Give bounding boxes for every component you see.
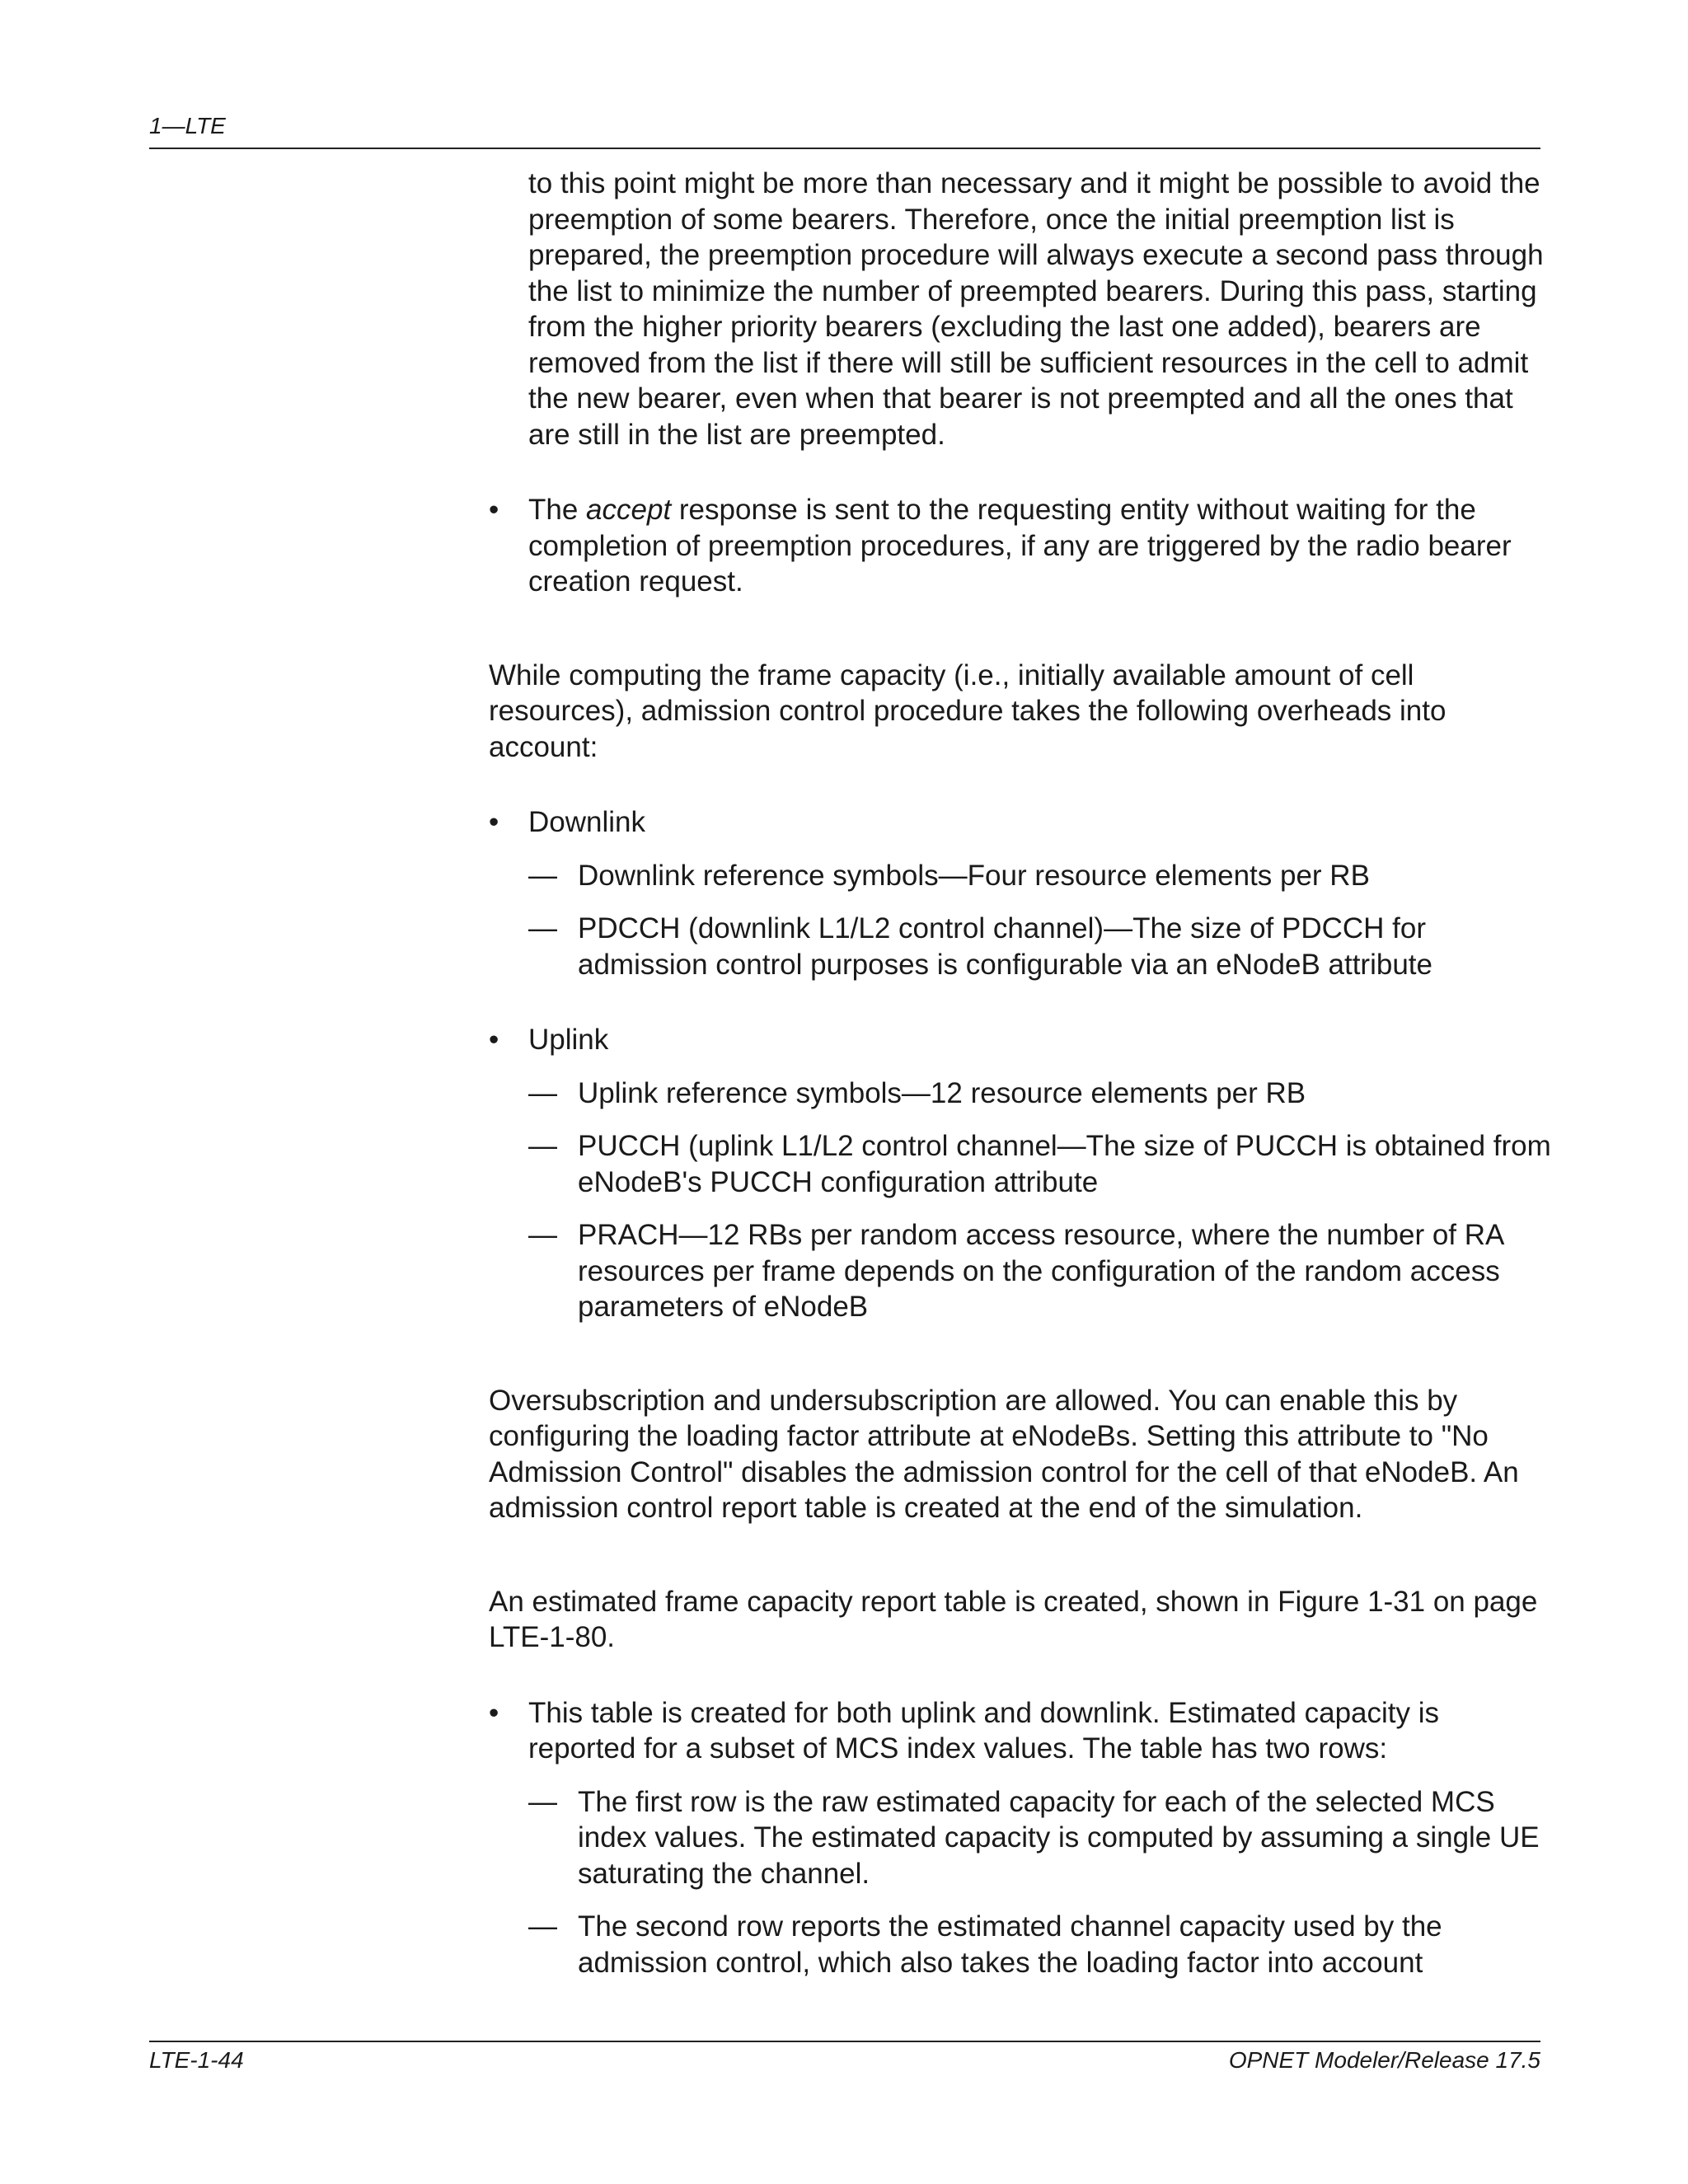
dash-marker: —	[528, 1076, 557, 1109]
bullet-marker: •	[489, 1024, 499, 1056]
accept-term: accept	[586, 494, 672, 526]
paragraph-frame-capacity: While computing the frame capacity (i.e., initially available amount of cell resources), admission control procedure takes the following overheads into account:	[489, 658, 1447, 763]
list-item-uplink	[489, 1022, 1552, 1058]
sublist-item	[489, 1784, 1552, 1892]
header-rule	[149, 148, 1540, 149]
page-body	[489, 166, 1552, 1980]
uplink-label: Uplink	[528, 1024, 609, 1056]
list-item-accept	[489, 492, 1552, 600]
sublist-item	[489, 1217, 1552, 1325]
bullet-marker: •	[489, 806, 499, 838]
table-bullet-text: This table is created for both uplink and downlink. Estimated capacity is reported for a subset of MCS index values. The table has two rows:	[528, 1696, 1440, 1765]
bullet-marker: •	[489, 1696, 499, 1729]
sublist-text: The second row reports the estimated channel capacity used by the admission control, which also takes the loading factor into account	[578, 1910, 1442, 1979]
product-release: OPNET Modeler/Release 17.5	[1228, 2047, 1540, 2073]
dash-marker: —	[528, 1910, 557, 1943]
running-header: 1—LTE	[149, 113, 226, 138]
dash-marker: —	[528, 912, 557, 944]
sublist-item	[489, 911, 1552, 982]
list-item-downlink	[489, 804, 1552, 841]
sublist-text: PUCCH (uplink L1/L2 control channel—The size of PUCCH is obtained from eNodeB's PUCCH configuration attribute	[578, 1130, 1551, 1198]
paragraph-oversubscription: Oversubscription and undersubscription are allowed. You can enable this by configuring the loading factor attribute at eNodeBs. Setting this attribute to "No Admission Control" disables the admission control for the cell of that eNodeB. An admission control report table is created at the end of the simulation.	[489, 1384, 1519, 1524]
sublist-text: Downlink reference symbols—Four resource elements per RB	[578, 859, 1370, 892]
sublist-text: PRACH—12 RBs per random access resource, where the number of RA resources per frame depends on the configuration of the random access parameters of eNodeB	[578, 1219, 1503, 1323]
bullet-marker: •	[489, 494, 499, 526]
dash-marker: —	[528, 859, 557, 892]
dash-marker: —	[528, 1785, 557, 1818]
sublist-text: The first row is the raw estimated capacity for each of the selected MCS index values. The estimated capacity is computed by assuming a single UE saturating the channel.	[578, 1785, 1540, 1890]
accept-text: The accept response is sent to the requesting entity without waiting for the completion of preemption procedures, if any are triggered by the radio bearer creation request.	[528, 494, 1512, 598]
continued-paragraph: to this point might be more than necessary and it might be possible to avoid the preemption of some bearers. Therefore, once the initial preemption list is prepared, the preemption procedure will always execute a second pass through the list to minimize the number of preempted bearers. During this pass, starting from the higher priority bearers (excluding the last one added), bearers are removed from the list if there will still be sufficient resources in the cell to admit the new bearer, even when that bearer is not preempted and all the ones that are still in the list are preempted.	[528, 167, 1544, 451]
dash-marker: —	[528, 1130, 557, 1162]
page-number: LTE-1-44	[149, 2047, 244, 2073]
footer-rule	[149, 2041, 1540, 2042]
downlink-label: Downlink	[528, 806, 645, 838]
paragraph-estimated-capacity: An estimated frame capacity report table is created, shown in Figure 1-31 on page LTE-1-80.	[489, 1585, 1538, 1653]
sublist-item	[489, 1909, 1552, 1980]
sublist-item	[489, 1076, 1552, 1112]
sublist-text: PDCCH (downlink L1/L2 control channel)—The size of PDCCH for admission control purposes is configurable via an eNodeB attribute	[578, 912, 1432, 981]
sublist-item	[489, 1128, 1552, 1200]
sublist-item	[489, 858, 1552, 894]
dash-marker: —	[528, 1219, 557, 1251]
list-item-table	[489, 1695, 1552, 1767]
sublist-text: Uplink reference symbols—12 resource elements per RB	[578, 1076, 1306, 1109]
